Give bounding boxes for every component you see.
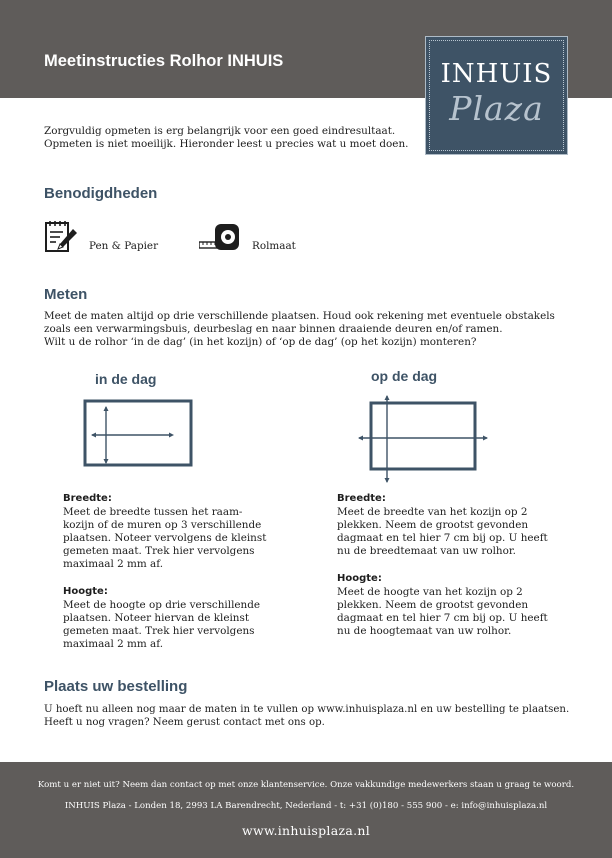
text-line: plaatsen. Noteer hiervan de kleinst xyxy=(63,611,249,624)
hoogte-label: Hoogte: xyxy=(63,586,108,597)
meten-line: Wilt u de rolhor ‘in de dag’ (in het kozijn) of ‘op de dag’ (op het kozijn) monteren? xyxy=(44,336,477,349)
text-line: gemeten maat. Trek hier vervolgens xyxy=(63,624,255,637)
meten-line: zoals een verwarmingsbuis, deurbeslag en naar binnen draaiende deuren en/of ramen. xyxy=(44,323,503,336)
text-line: dagmaat en tel hier 7 cm bij op. U heeft xyxy=(337,531,548,544)
text-line: plaatsen. Noteer vervolgens de kleinst xyxy=(63,531,267,544)
text-line: plekken. Neem de grootst gevonden xyxy=(337,598,529,611)
text-line: nu de breedtemaat van uw rolhor. xyxy=(337,544,516,557)
breedte-label: Breedte: xyxy=(63,493,112,504)
in-de-dag-hoogte-text xyxy=(63,586,260,651)
text-line: gemeten maat. Trek hier vervolgens xyxy=(63,544,255,557)
text-line: maximaal 2 mm af. xyxy=(63,557,163,570)
pen-paper-icon xyxy=(44,219,78,253)
page-title: Meetinstructies Rolhor INHUIS xyxy=(44,52,284,70)
text-line: Meet de breedte tussen het raam- xyxy=(63,505,243,518)
tool-label-rolmaat: Rolmaat xyxy=(252,240,296,252)
text-line: dagmaat en tel hier 7 cm bij op. U heeft xyxy=(337,611,548,624)
bestelling-line: Heeft u nog vragen? Neem gerust contact met ons op. xyxy=(44,717,325,729)
text-line: Meet de hoogte van het kozijn op 2 xyxy=(337,585,523,598)
intro-line: Zorgvuldig opmeten is erg belangrijk voor een goed eindresultaat. xyxy=(44,125,396,137)
intro-line: Opmeten is niet moeilijk. Hieronder leest u precies wat u moet doen. xyxy=(44,138,409,151)
in-de-dag-breedte-text xyxy=(63,493,266,570)
hoogte-label: Hoogte: xyxy=(337,573,382,584)
op-de-dag-hoogte-text xyxy=(337,573,548,638)
section-heading-benodigdheden: Benodigdheden xyxy=(44,185,158,202)
section-heading-meten: Meten xyxy=(44,286,88,303)
footer-website-link[interactable]: www.inhuisplaza.nl xyxy=(241,823,371,838)
inhuis-plaza-logo xyxy=(425,36,568,155)
section-heading-bestelling: Plaats uw bestelling xyxy=(44,678,188,695)
diagram-in-de-dag xyxy=(82,398,194,470)
text-line: plekken. Neem de grootst gevonden xyxy=(337,518,529,531)
text-line: Meet de hoogte op drie verschillende xyxy=(63,598,261,611)
diagram-op-de-dag xyxy=(356,394,490,484)
tool-label-pen-papier: Pen & Papier xyxy=(89,240,159,252)
logo-wordmark-bottom: Plaza xyxy=(449,89,544,128)
logo-wordmark-top: INHUIS xyxy=(440,59,553,89)
tape-measure-icon xyxy=(199,222,243,252)
text-line: Meet de breedte van het kozijn op 2 xyxy=(337,505,528,518)
bestelling-text xyxy=(44,703,569,729)
footer-contact-text: INHUIS Plaza - Londen 18, 2993 LA Barendrecht, Nederland - t: +31 (0)180 - 555 900 - e: info@inhuisplaza.nl xyxy=(64,801,548,811)
diagram-title-in-de-dag: in de dag xyxy=(95,371,157,387)
intro-text xyxy=(44,125,408,151)
text-line: maximaal 2 mm af. xyxy=(63,637,163,650)
meten-line: Meet de maten altijd op drie verschillende plaatsen. Houd ook rekening met eventuele obstakels xyxy=(44,310,555,322)
breedte-label: Breedte: xyxy=(337,493,386,504)
text-line: kozijn of de muren op 3 verschillende xyxy=(63,518,262,531)
footer-service-text: Komt u er niet uit? Neem dan contact op met onze klantenservice. Onze vakkundige medewerkers staan u graag te woord. xyxy=(37,780,575,790)
op-de-dag-breedte-text xyxy=(337,493,548,558)
diagram-title-op-de-dag: op de dag xyxy=(371,368,438,384)
meten-text xyxy=(44,310,555,350)
bestelling-line: U hoeft nu alleen nog maar de maten in te vullen op www.inhuisplaza.nl en uw bestelling te plaatsen. xyxy=(44,704,570,715)
text-line: nu de hoogtemaat van uw rolhor. xyxy=(337,624,512,637)
